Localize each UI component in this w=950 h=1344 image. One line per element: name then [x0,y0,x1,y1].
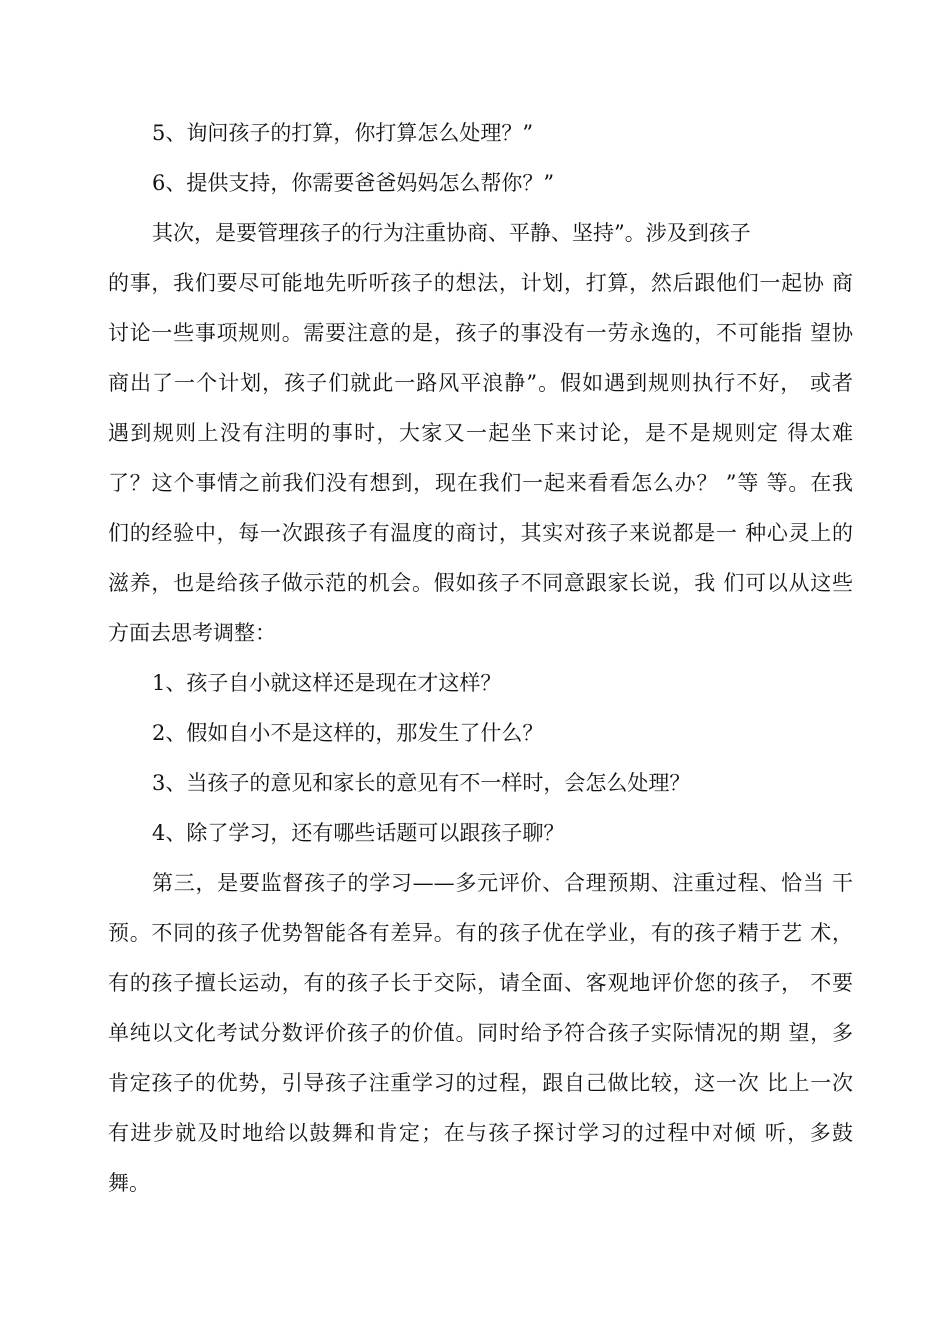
list-item: 3、当孩子的意见和家长的意见有不一样时，会怎么处理？ [152,771,691,795]
paragraph-line: 了？这个事情之前我们没有想到，现在我们一起来看看怎么办？ ”等 等。在我 [108,471,853,495]
paragraph-line: 预。不同的孩子优势智能各有差异。有的孩子优在学业，有的孩子精于艺 术， [108,921,853,945]
paragraph-line: 讨论一些事项规则。需要注意的是，孩子的事没有一劳永逸的，不可能指 望协 [108,321,853,345]
paragraph-line: 舞。 [108,1171,150,1195]
paragraph-line: 的事，我们要尽可能地先听听孩子的想法，计划，打算，然后跟他们一起协 商 [108,271,853,295]
paragraph-line: 方面去思考调整： [108,621,276,645]
paragraph-line: 商出了一个计划，孩子们就此一路风平浪静”。假如遇到规则执行不好， 或者 [108,371,853,395]
list-item: 6、提供支持，你需要爸爸妈妈怎么帮你？” [152,171,555,195]
paragraph-line: 们的经验中，每一次跟孩子有温度的商讨，其实对孩子来说都是一 种心灵上的 [108,521,853,545]
paragraph-line: 单纯以文化考试分数评价孩子的价值。同时给予符合孩子实际情况的期 望，多 [108,1021,853,1045]
list-item: 1、孩子自小就这样还是现在才这样？ [152,671,502,695]
paragraph-line: 有进步就及时地给以鼓舞和肯定；在与孩子探讨学习的过程中对倾 听，多鼓 [108,1121,853,1145]
list-item: 2、假如自小不是这样的，那发生了什么？ [152,721,544,745]
paragraph-line: 滋养，也是给孩子做示范的机会。假如孩子不同意跟家长说，我 们可以从这些 [108,571,853,595]
list-item: 5、询问孩子的打算，你打算怎么处理？” [152,121,534,145]
paragraph-line: 肯定孩子的优势，引导孩子注重学习的过程，跟自己做比较，这一次 比上一次 [108,1071,853,1095]
paragraph-line: 其次，是要管理孩子的行为注重协商、平静、坚持”。涉及到孩子 [152,221,751,245]
paragraph-line: 有的孩子擅长运动，有的孩子长于交际，请全面、客观地评价您的孩子， 不要 [108,971,853,995]
paragraph-line: 遇到规则上没有注明的事时，大家又一起坐下来讨论，是不是规则定 得太难 [108,421,853,445]
paragraph-line: 第三，是要监督孩子的学习——多元评价、合理预期、注重过程、恰当 干 [152,871,853,895]
list-item: 4、除了学习，还有哪些话题可以跟孩子聊？ [152,821,565,845]
